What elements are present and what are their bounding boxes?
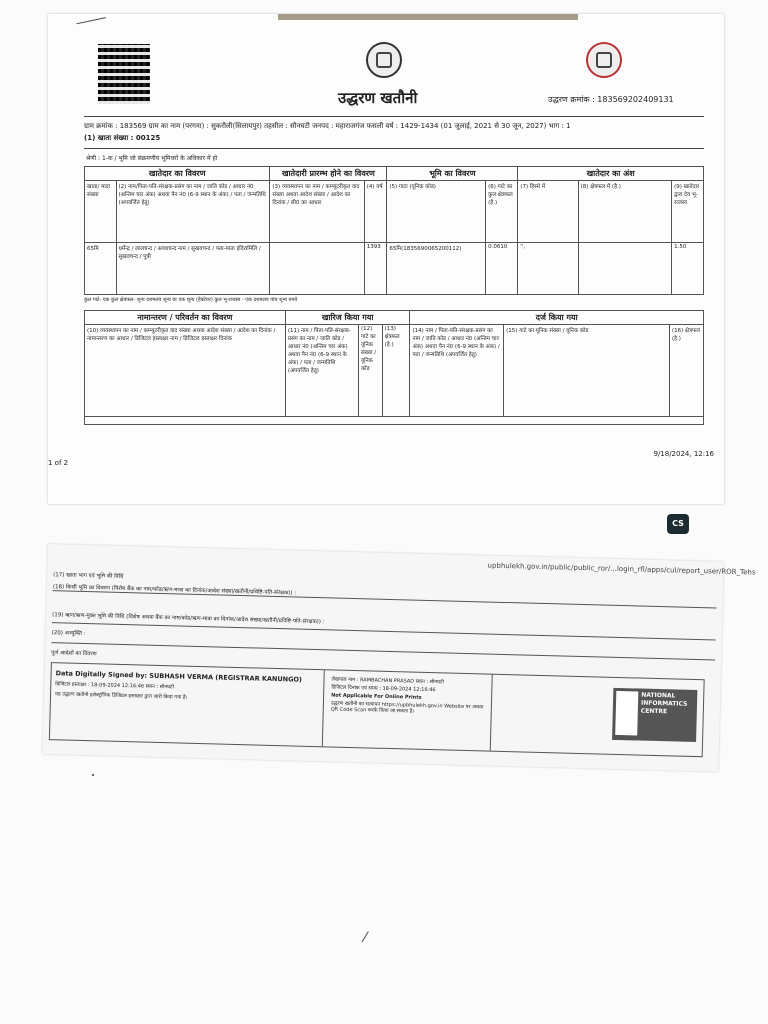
section-kharij: खारिज किया गया: [285, 311, 410, 325]
col-header: (8) क्षेत्रफल में (है.): [578, 181, 671, 243]
khatedar-table: [84, 166, 704, 295]
section-khatedar: खातेदार का विवरण: [85, 167, 270, 181]
totals-line: कुल गाटे- एक कुल क्षेत्रफल- शून्य दशमलव शून्य छः एक शून्य (हेक्टेयर) कुल भू-राजस्व - एक दशमलव पांच शून्य रुपये: [84, 297, 298, 303]
khatauni-page-2: upbhulekh.gov.in/public/public_ror/...login_rfl/apps/cul/report_user/ROR_Tehs (17) खाता भाग एवं भूमि की विधि (19) ऋण/ऋण-मुक्त भूमि की विधि (विशेष अथवा बैंक का नाम/कोड/ऋण-मात्रा का दिनांक/आदेश संख्या/खतौनी/प्रविष्टि-पति-संरक्षक)) : (18) किसी भूमि का विवरण (विशेष बैंक का नाम/कोड/ऋण-मात्रा का दिनांक/आदेश संख्या/खतौनी/प्रविष्टि-पति-संरक्षक)) : (20) अभ्युक्ति : पूर्ण आदेशों का विवरण Data Digitally Signed by: SUBHASH VERMA (REGISTRAR KANUNGO) डिजिटल हस्ताक्षर : 18-09-2024 12:16:46 स्थान : सौनघटी यह उद्धरण खतौनी इलेक्ट्रॉनिक डिजिटल हस्ताक्षर द्वारा जारी किया गया है। लेखपाल नाम : RAMBACHAN PRASAD स्थान : सौनघटी डिजिटल दिनांक एवं समय : 18-09-2024 12:16:46 Not Applicable For Online Prints उद्धरण खतौनी का सत्यापन https://upbhulekh.gov.in Website पर अथवा QR Code Scan करके किया जा सकता है। NATIONAL INFORMATICS CENTRE: [43, 544, 724, 772]
state-emblem-icon: [366, 42, 402, 78]
section-ansh: खातेदार का अंश: [518, 167, 704, 181]
col-header: (4) वर्ष: [364, 181, 387, 243]
namantaran-table: नामान्तरण / परिवर्तन का विवरण खारिज किया गया दर्ज किया गया (10) व्यवस्थापन का नाम / कम्प्यूटरीकृत वाद संख्या अथवा आदेश संख्या / आदेश का दिनांक / नामान्तरण का आधार / डिजिटल हस्ताक्षर नाम / डिजिटल हस्ताक्षर दिनांक (11) नाम / पिता-पति-संरक्षक-प्रसंग का नाम / जाति कोड / आधार नं0 (अन्तिम चार अंक) अथवा पैन नं0 (6-9 स्थान के अंक) / पता / जन्मतिथि (अपवर्जित हेतु) (12) गाटे का यूनिक संख्या / यूनिक कोड (13) क्षेत्रफल (है.) (14) नाम / पिता-पति-संरक्षक-प्रसंग का नाम / जाति कोड / आधार नं0 (अन्तिम चार अंक) अथवा पैन नं0 (6-9 स्थान के अंक) / पता / जन्मतिथि (अपवर्जित हेतु) (15) गाटे का यूनिक संख्या / यूनिक कोड (16) क्षेत्रफल (है.): [84, 310, 704, 425]
up-govt-logo-icon: [586, 42, 622, 78]
land-category: श्रेणी : 1-क / भूमि जो संक्रमणीय भूमिधरों के अधिकार में हो: [86, 155, 218, 162]
handwritten-mark: [76, 17, 109, 42]
col-header: (2) नाम/पिता-पति-संरक्षक-प्रसंग का नाम / जाति कोड / आधार नं0 (अन्तिम चार अंक) अथवा पैन नं0 (6-9 स्थान के अंक) / पता / जन्मतिथि (अपवर्जित हेतु): [116, 181, 270, 243]
pen-mark-icon: ⁄: [364, 930, 367, 946]
col-header: (5) गाटा (यूनिक कोड): [387, 181, 486, 243]
signed-by: Data Digitally Signed by: SUBHASH VERMA (REGISTRAR KANUNGO): [55, 669, 303, 684]
verify-note: उद्धरण खतौनी का सत्यापन https://upbhulekh.gov.in Website पर अथवा QR Code Scan करके किया जा सकता है।: [330, 700, 484, 715]
village-info: ग्राम क्रमांक : 183569 ग्राम का नाम (परगना) : सुकरौली(सिलायपुर) तहसील : सौनघटी जनपद : महाराजगंज फसली वर्ष : 1429-1434 (01 जुलाई, 2021 से 30 जून, 2027) भाग : 1: [84, 122, 571, 130]
col-header: (6) गाटे का कुल क्षेत्रफल (है.): [486, 181, 518, 243]
khatauni-page-1: [48, 14, 724, 504]
print-timestamp: 9/18/2024, 12:16: [653, 450, 714, 458]
nic-logo: NATIONAL INFORMATICS CENTRE: [612, 688, 697, 742]
signature-box: Data Digitally Signed by: SUBHASH VERMA (REGISTRAR KANUNGO) डिजिटल हस्ताक्षर : 18-09-2024 12:16:46 स्थान : सौनघटी यह उद्धरण खतौनी इलेक्ट्रॉनिक डिजिटल हस्ताक्षर द्वारा जारी किया गया है। लेखपाल नाम : RAMBACHAN PRASAD स्थान : सौनघटी डिजिटल दिनांक एवं समय : 18-09-2024 12:16:46 Not Applicable For Online Prints उद्धरण खतौनी का सत्यापन https://upbhulekh.gov.in Website पर अथवा QR Code Scan करके किया जा सकता है। NATIONAL INFORMATICS CENTRE: [49, 662, 705, 757]
qr-code: [98, 44, 150, 104]
section-khatedari: खातेदारी प्रारम्भ होने का विवरण: [270, 167, 387, 181]
col-header: (9) खातेदार द्वारा देय भू-राजस्व: [672, 181, 704, 243]
nic-logo-icon: [615, 691, 638, 736]
lekhpal-name: लेखपाल नाम : RAMBACHAN PRASAD स्थान : सौनघटी: [331, 676, 444, 686]
camscanner-badge: CS: [667, 514, 689, 534]
table-row: 65मि धर्मेन्द्र / लालचन्द / अवधचन्द नाम / सुखवचन्द / पता-माता इंदिरामिलि / सुखवचन्द / पुत्री 1393 65मि(1835690065200112) 0.0610 '', 1.50: [85, 243, 704, 295]
col-header: खाता/ मादा संख्या: [85, 181, 117, 243]
section-darj: दर्ज किया गया: [410, 311, 704, 325]
not-applicable-note: Not Applicable For Online Prints: [331, 692, 422, 701]
print-url: upbhulekh.gov.in/public/public_ror/...login_rfl/apps/cul/report_user/ROR_Tehs: [487, 561, 756, 577]
section-bhumi: भूमि का विवरण: [387, 167, 518, 181]
page-indicator: 1 of 2: [48, 459, 69, 467]
page-title: उद्धरण खतौनी: [338, 89, 418, 107]
col-header: (3) व्यवस्थापन का नाम / कम्प्यूटरीकृत वाद संख्या अथवा आदेश संख्या / आदेश का दिनांक / सी0 का आधार: [270, 181, 364, 243]
section-namantaran: नामान्तरण / परिवर्तन का विवरण: [85, 311, 286, 325]
scan-shadow: [278, 14, 578, 20]
scan-speck: [92, 774, 94, 776]
col-header: (7) हिस्से में: [518, 181, 578, 243]
reference-number: उद्धरण क्रमांक : 183569202409131: [548, 95, 674, 104]
khata-number: (1) खाता संख्या : 00125: [84, 134, 161, 142]
